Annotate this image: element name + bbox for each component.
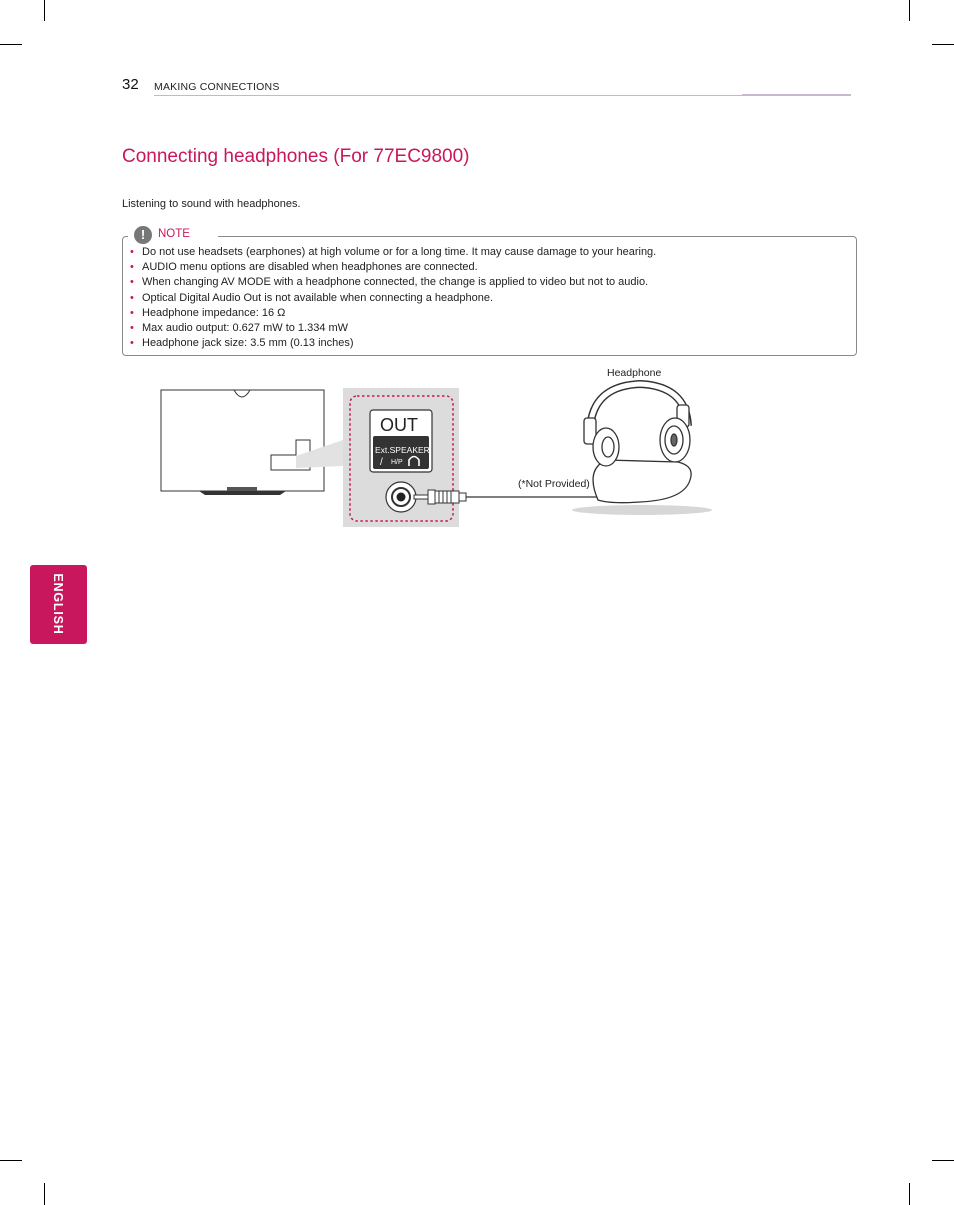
- headphone-shadow: [572, 505, 712, 515]
- port-line2: /: [380, 457, 383, 468]
- port-title: OUT: [380, 415, 418, 435]
- bullet-icon: •: [130, 322, 134, 335]
- language-tab-label: ENGLISH: [51, 573, 65, 635]
- exclamation-icon: !: [134, 226, 152, 244]
- intro-text: Listening to sound with headphones.: [122, 198, 301, 210]
- bullet-icon: •: [130, 291, 134, 304]
- note-item: • Do not use headsets (earphones) at high volume or for a long time. It may cause damage to your hearing.: [130, 245, 656, 260]
- section-title: MAKING CONNECTIONS: [154, 81, 280, 93]
- cable-label: (*Not Provided): [518, 478, 590, 490]
- note-item: • AUDIO menu options are disabled when headphones are connected.: [130, 260, 656, 275]
- port-line3: H/P: [391, 459, 403, 466]
- bullet-icon: •: [130, 261, 134, 274]
- bullet-icon: •: [130, 246, 134, 258]
- note-item: • Headphone jack size: 3.5 mm (0.13 inches): [130, 336, 656, 351]
- note-item: • Max audio output: 0.627 mW to 1.334 mW: [130, 321, 656, 336]
- note-item: • Optical Digital Audio Out is not available when connecting a headphone.: [130, 291, 656, 306]
- tv-icon: [161, 390, 324, 495]
- note-label: NOTE: [158, 228, 190, 240]
- port-line1: Ext.SPEAKER: [375, 445, 430, 455]
- page-title: Connecting headphones (For 77EC9800): [122, 146, 470, 167]
- bullet-icon: •: [130, 306, 134, 319]
- bullet-icon: •: [130, 276, 134, 289]
- bullet-icon: •: [130, 337, 134, 350]
- page-number: 32: [122, 76, 139, 93]
- note-item: • When changing AV MODE with a headphone connected, the change is applied to video but not to audio.: [130, 275, 656, 290]
- headphone-icon: [584, 384, 691, 503]
- headphone-label: Headphone: [607, 367, 662, 379]
- note-item: • Headphone impedance: 16 Ω: [130, 306, 656, 321]
